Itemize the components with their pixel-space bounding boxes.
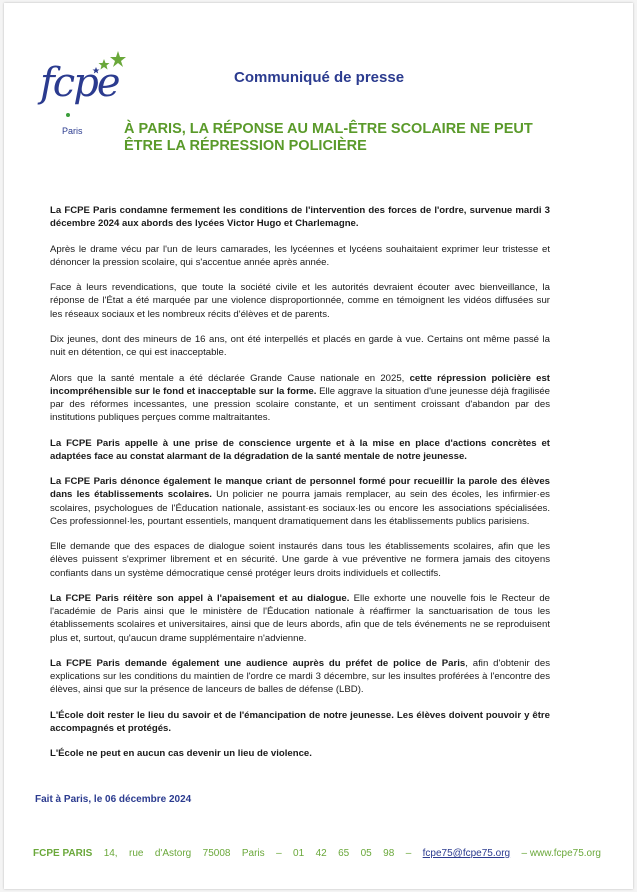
paragraph: Face à leurs revendications, que toute la société civile et les autorités devraient écouter avec bienveillance, la réponse de l'État a été marquée par une violence disproportionnée, comme en témoignent les vidéos diffusées sur les réseaux sociaux et les nombreux récits d'élèves et de parents. xyxy=(50,282,550,320)
footer-address-word: d'Astorg xyxy=(154,848,192,859)
footer-address-word: – xyxy=(276,848,282,859)
footer-address-word: 05 xyxy=(360,848,372,859)
footer-address-word: 65 xyxy=(338,848,350,859)
footer-address-word: 98 xyxy=(383,848,395,859)
footer-email-link[interactable]: fcpe75@fcpe75.org xyxy=(422,848,511,859)
paragraph: La FCPE Paris réitère son appel à l'apaisement et au dialogue. Elle exhorte une nouvelle fois le Recteur de l'académie de Paris ainsi que le ministère de l'Éducation nationale à réaffirmer la sanctuarisation de tous les établissements scolaires et universitaires, ainsi que de leurs abords, afin que de tels événements ne se reproduisent plus et, surtout, qu'aucun drame supplémentaire n'advienne. xyxy=(50,592,550,644)
paragraph: Après le drame vécu par l'un de leurs camarades, les lycéennes et lycéens souhaitaient exprimer leur tristesse et dénoncer la pression scolaire, qui s'accentue année après année. xyxy=(50,243,550,268)
footer-address-word: 14, xyxy=(103,848,118,859)
paragraph: L'École ne peut en aucun cas devenir un lieu de violence. xyxy=(50,748,312,760)
document-body xyxy=(50,204,550,773)
paragraph: Alors que la santé mentale a été déclarée Grande Cause nationale en 2025, cette répression policière est incompréhensible sur le fond et inacceptable sur la forme. Elle aggrave la situation d'une jeunesse déjà fragilisée par des réformes incessantes, une pression scolaire constante, et un sentiment croissant d'abandon par des institutions publiques perçues comme maltraitantes. xyxy=(50,372,550,424)
headline: À PARIS, LA RÉPONSE AU MAL-ÊTRE SCOLAIRE NE PEUT ÊTRE LA RÉPRESSION POLICIÈRE xyxy=(124,121,533,154)
paragraph: La FCPE Paris appelle à une prise de conscience urgente et à la mise en place d'actions concrètes et adaptées face au constat alarmant de la dégradation de la santé mentale de notre jeunesse. xyxy=(50,437,550,462)
paragraph: Elle demande que des espaces de dialogue soient instaurés dans tous les établissements scolaires, afin que les élèves puissent s'exprimer librement et en sécurité. Une garde à vue préventive ne formera jamais des citoyens confiants dans un système démocratique censé protéger leurs droits individuels et collectifs. xyxy=(50,541,550,579)
footer-address-word: 42 xyxy=(315,848,327,859)
document-page xyxy=(4,3,633,889)
footer-address-word: rue xyxy=(129,848,144,859)
footer-website[interactable]: – www.fcpe75.org xyxy=(521,848,601,859)
paragraph: La FCPE Paris condamne fermement les conditions de l'intervention des forces de l'ordre, survenue mardi 3 décembre 2024 aux abords des lycées Victor Hugo et Charlemagne. xyxy=(50,205,550,230)
footer-address-word: – xyxy=(405,848,412,859)
paragraph: La FCPE Paris demande également une audience auprès du préfet de police de Paris, afin d'obtenir des explications sur les conditions du maintien de l'ordre ce mardi 3 décembre, sur les insultes proférées à l'encontre des élèves, ainsi que sur la présence de lanceurs de balles de défense (LBD). xyxy=(50,657,550,696)
logo-wordmark: fcpe xyxy=(40,60,119,106)
paragraph: L'École doit rester le lieu du savoir et de l'émancipation de notre jeunesse. Les élèves doivent pouvoir y être accompagnés et protégés. xyxy=(50,709,550,734)
signoff-date: Fait à Paris, le 06 décembre 2024 xyxy=(35,794,192,805)
press-release-title: Communiqué de presse xyxy=(234,69,405,86)
footer-brand: FCPE PARIS xyxy=(33,848,93,859)
paragraph: La FCPE Paris dénonce également le manque criant de personnel formé pour recueillir la parole des élèves dans les établissements scolaires. Un policier ne pourra jamais remplacer, au sein des écoles, les infirmier·es scolaires, psychologues de l'Éducation nationale, assistant·es sociaux·les ou encore les associations spécialisées. Ces professionnel·les, pourtant essentiels, manquent dramatiquement dans les établissements publics parisiens. xyxy=(50,476,550,527)
fcpe-logo xyxy=(32,49,132,141)
logo-subtitle: Paris xyxy=(62,126,83,136)
footer-address-word: 01 xyxy=(293,848,305,859)
logo-dot xyxy=(66,113,70,117)
footer xyxy=(33,848,601,859)
footer-address-word: 75008 xyxy=(202,848,231,859)
footer-address-word: Paris xyxy=(241,848,265,859)
paragraph: Dix jeunes, dont des mineurs de 16 ans, ont été interpellés et placés en garde à vue. Certains ont même passé la nuit en détention, ce qui est inacceptable. xyxy=(50,333,550,359)
